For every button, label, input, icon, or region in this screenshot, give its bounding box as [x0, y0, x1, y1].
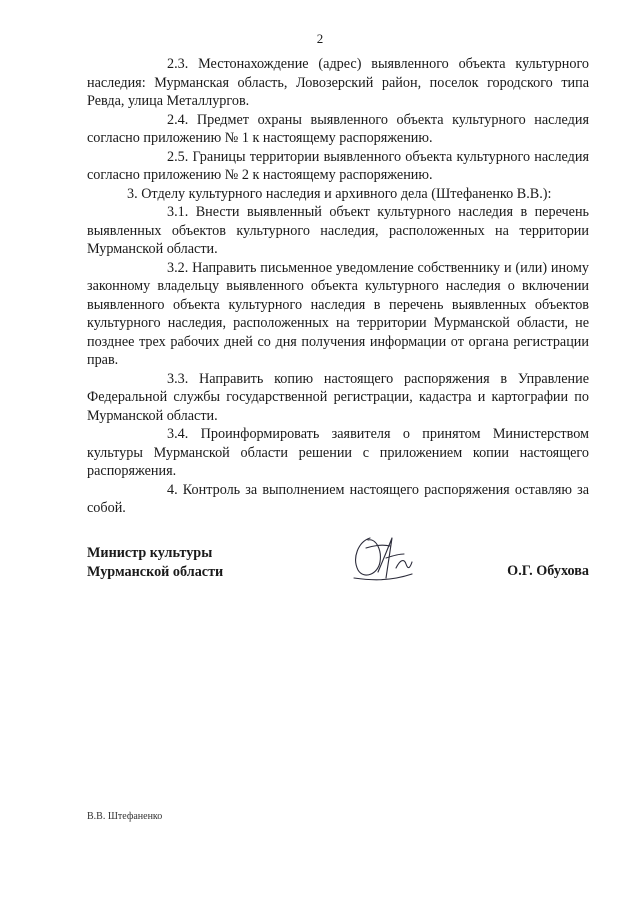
paragraph-text: Внести выявленный объект культурного наследия в перечень выявленных объектов культурного наследия, расположенных на территории Мурманской области.: [87, 204, 590, 257]
paragraph-number: 3.2.: [167, 259, 189, 276]
paragraph-2-5: [87, 148, 589, 185]
paragraph-number: 2.3.: [167, 56, 189, 72]
paragraph-text: Контроль за выполнением настоящего распоряжения оставляю за собой.: [87, 481, 590, 516]
paragraph-text: Направить копию настоящего распоряжения в Управление Федеральной службы государственной регистрации, кадастра и картографии по Мурманской области.: [87, 370, 589, 424]
paragraph-number: 3.3.: [167, 370, 189, 387]
paragraph-number: 2.4.: [167, 111, 189, 128]
paragraph-number: 2.5.: [167, 148, 189, 165]
paragraph-text: Направить письменное уведомление собственнику и (или) иному законному владельцу выявленного объекта культурного наследия о включении выявленного объекта культурного наследия в перечень выявленных объектов культурного наследия, расположенных на территории Мурманской области, не позднее трех рабочих дней со дня получения информации от органа регистрации прав.: [87, 259, 589, 368]
paragraph-number: 3.1.: [167, 204, 189, 220]
signatory-title: [87, 544, 223, 581]
paragraph-text: Местонахождение (адрес) выявленного объекта культурного наследия: Мурманская область, Ловозерский район, поселок городского типа Ревда, улица Металлургов.: [87, 56, 590, 109]
signature-block: [87, 544, 589, 584]
paragraph-number: 4.: [167, 481, 178, 498]
paragraph-3-2: [87, 259, 589, 370]
paragraph-text: Предмет охраны выявленного объекта культурного наследия согласно приложению № 1 к настоящему распоряжению.: [87, 111, 589, 146]
paragraph-3-4: [87, 425, 589, 481]
signatory-title-line2: Мурманской области: [87, 563, 224, 580]
paragraph-text: Проинформировать заявителя о принятом Министерством культуры Мурманской области решении с приложением копии настоящего распоряжения.: [87, 426, 590, 479]
paragraph-2-3: [87, 55, 589, 111]
signatory-title-line1: Министр культуры: [87, 545, 213, 561]
paragraph-3-3: [87, 370, 589, 426]
document-body: [87, 55, 589, 518]
paragraph-3: [87, 185, 589, 204]
paragraph-2-4: [87, 111, 589, 148]
paragraph-3-1: [87, 203, 589, 259]
paragraph-number: 3.4.: [167, 426, 189, 442]
paragraph-4: [87, 481, 589, 518]
paragraph-text: Границы территории выявленного объекта культурного наследия согласно приложению № 2 к настоящему распоряжению.: [87, 148, 590, 183]
handwritten-signature-icon: [348, 528, 428, 586]
executor-name: В.В. Штефаненко: [87, 811, 163, 822]
signatory-name: О.Г. Обухова: [507, 563, 589, 579]
page-number: 2: [316, 31, 324, 46]
paragraph-number: 3.: [127, 185, 138, 202]
paragraph-text: Отделу культурного наследия и архивного дела (Штефаненко В.В.):: [141, 185, 552, 202]
